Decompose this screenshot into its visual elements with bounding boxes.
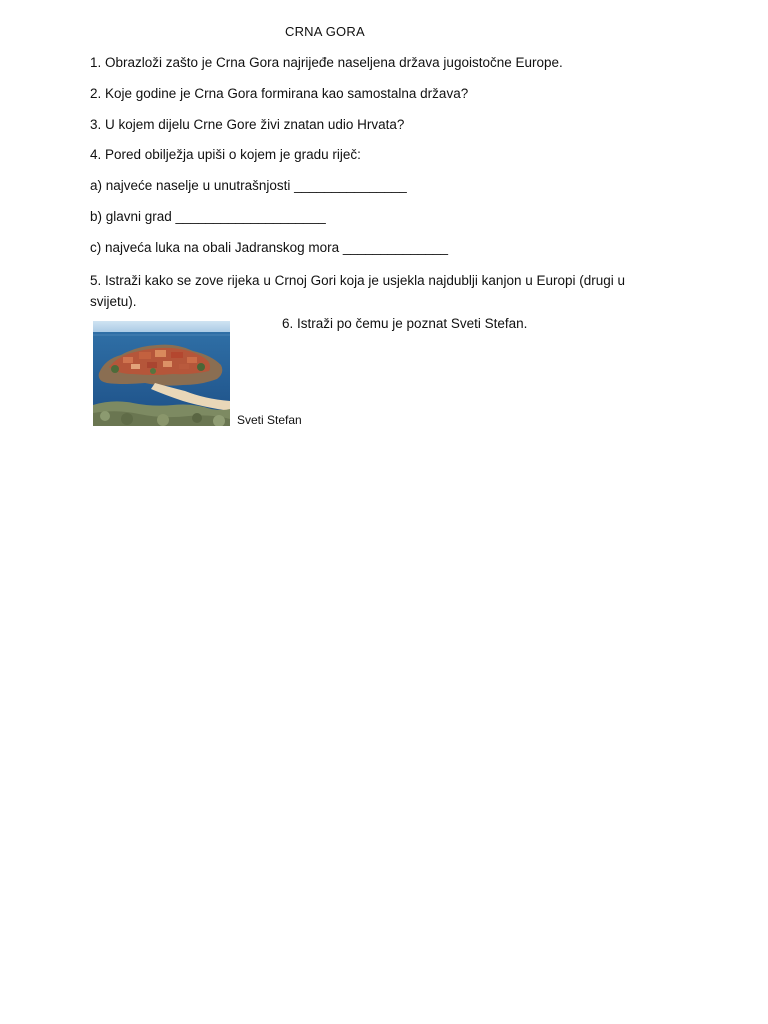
question-3: 3. U kojem dijelu Crne Gore živi znatan udio Hrvata? (90, 117, 405, 132)
question-1: 1. Obrazloži zašto je Crna Gora najrijeđe naseljena država jugoistočne Europe. (90, 55, 563, 70)
question-4b: b) glavni grad ____________________ (90, 209, 326, 224)
question-4: 4. Pored obilježja upiši o kojem je gradu riječ: (90, 147, 361, 162)
question-5: 5. Istraži kako se zove rijeka u Crnoj Gori koja je usjekla najdublji kanjon u Europi (drugi u svijetu). (90, 273, 626, 309)
question-2: 2. Koje godine je Crna Gora formirana kao samostalna država? (90, 86, 469, 101)
page-title: CRNA GORA (285, 24, 365, 39)
question-4a: a) najveće naselje u unutrašnjosti _______________ (90, 178, 407, 193)
question-4c: c) najveća luka na obali Jadranskog mora ______________ (90, 240, 449, 255)
sveti-stefan-photo (93, 321, 230, 426)
question-6: 6. Istraži po čemu je poznat Sveti Stefan. (282, 316, 528, 331)
image-caption: Sveti Stefan (237, 413, 302, 427)
